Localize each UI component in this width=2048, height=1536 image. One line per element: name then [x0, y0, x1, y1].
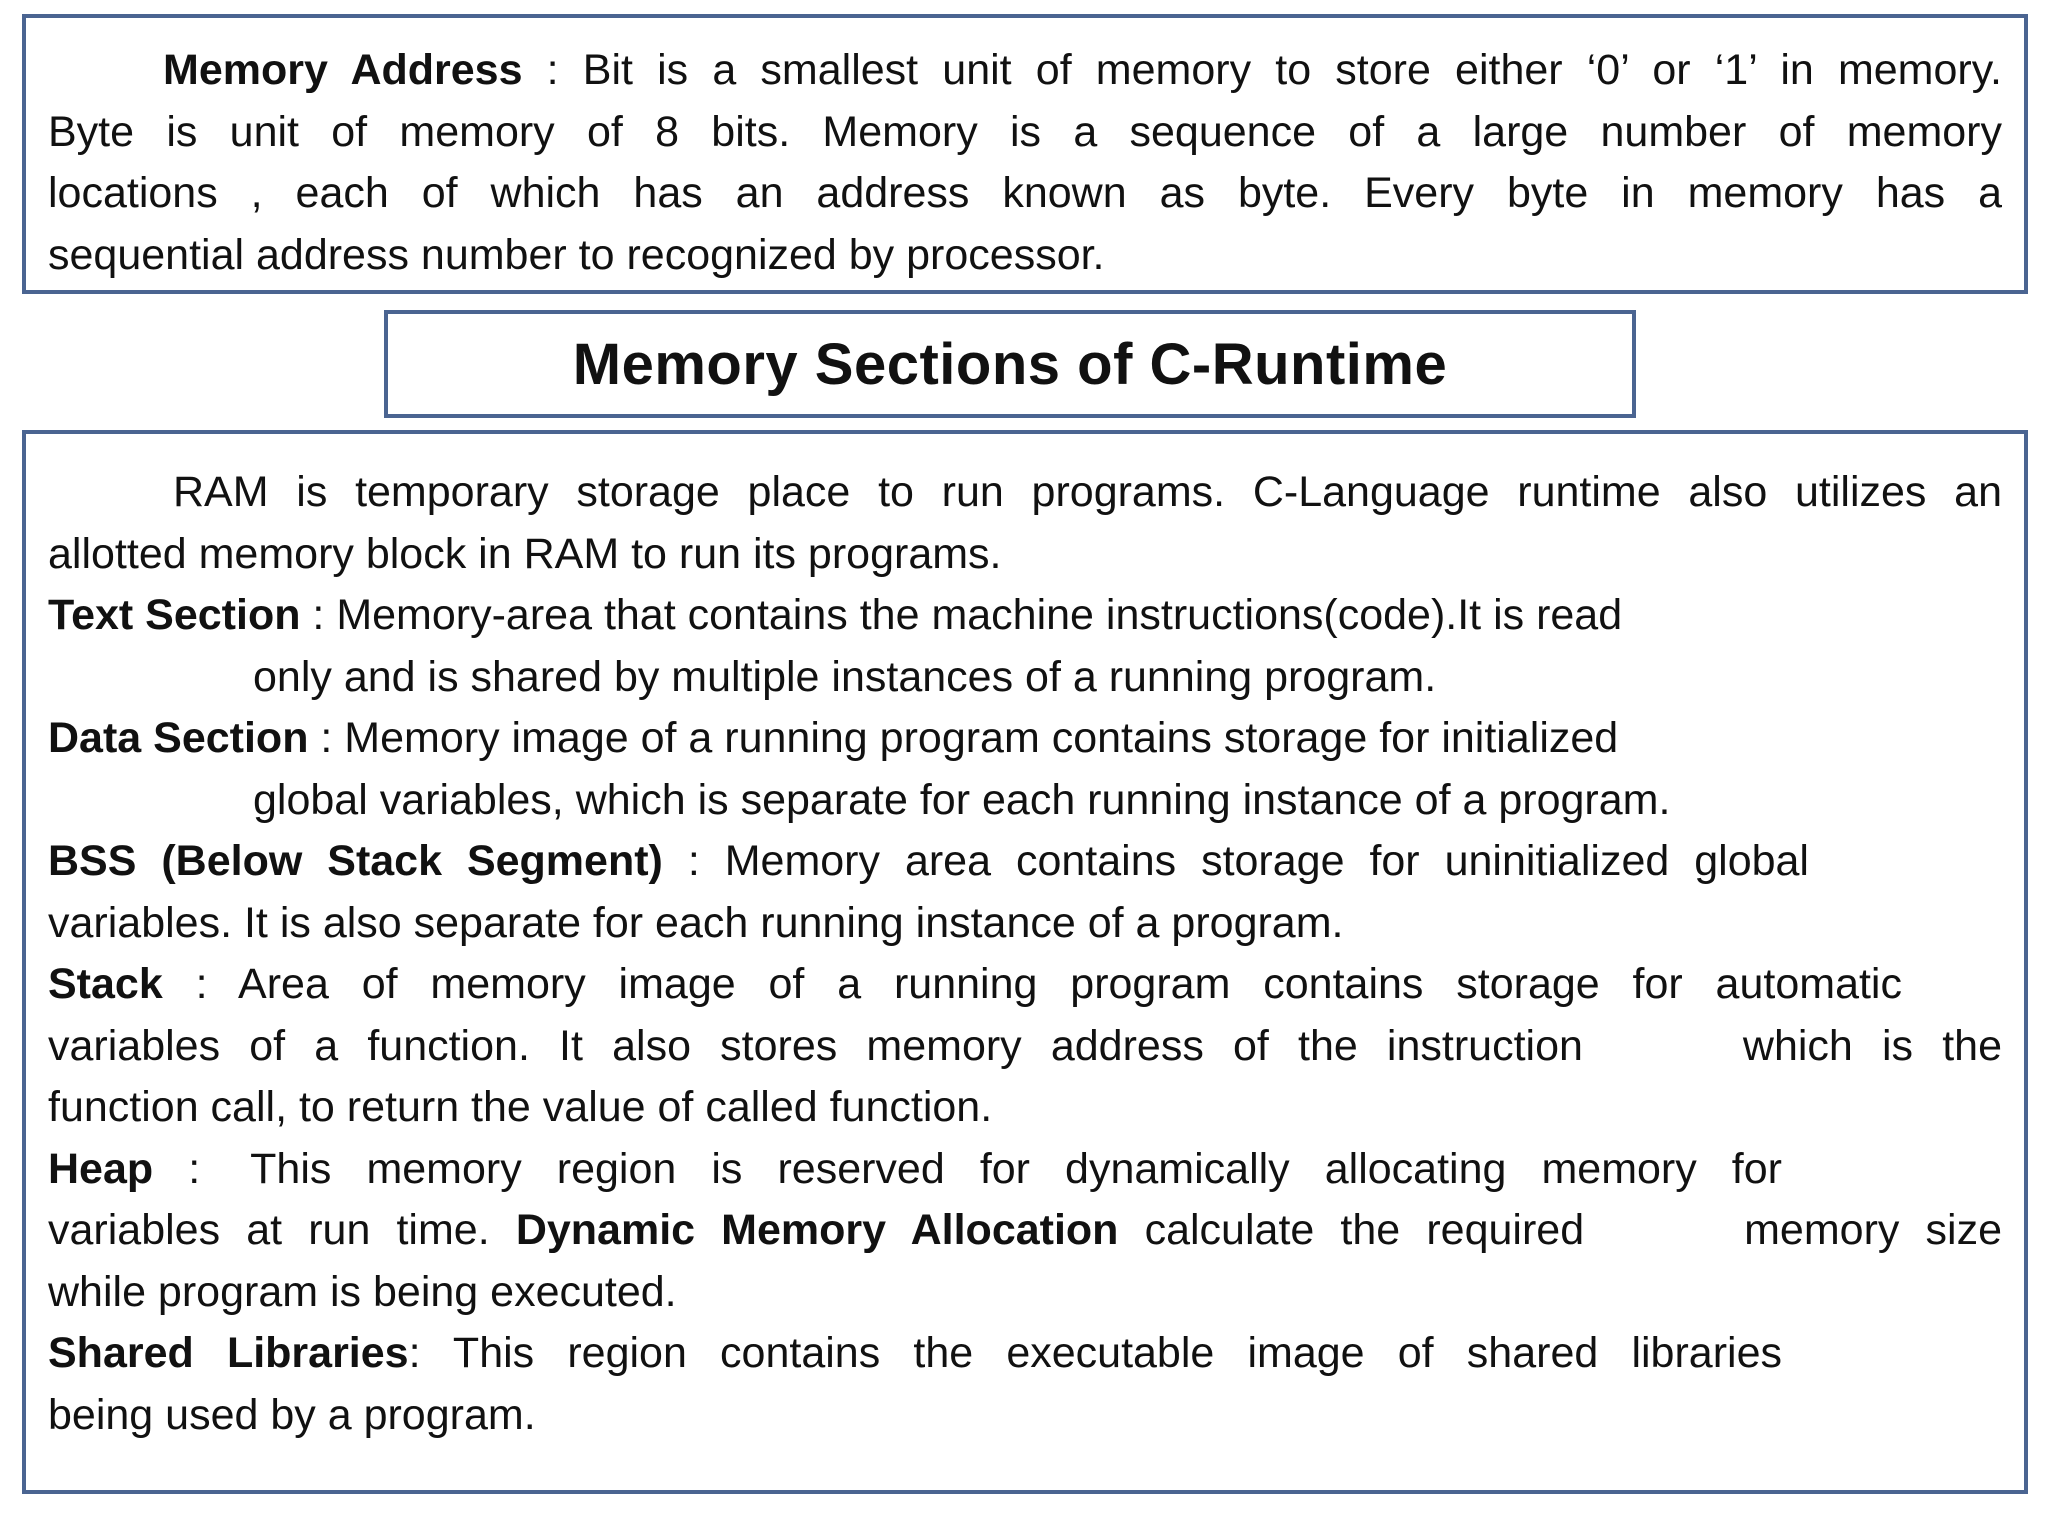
- data-section-line-2: global variables, which is separate for each running instance of a program.: [253, 775, 1671, 824]
- data-section-line-1: Data Section : Memory image of a running program contains storage for initialized: [48, 714, 1619, 762]
- stack-section-line-3: function call, to return the value of called function.: [48, 1083, 993, 1131]
- data-section-term: Data Section: [48, 714, 309, 762]
- memory-address-line-1: Memory Address : Bit is a smallest unit of memory to store either ‘0’ or ‘1’ in memory.: [163, 46, 2002, 94]
- memory-address-line-4: sequential address number to recognized by processor.: [48, 230, 1105, 279]
- stack-section-term: Stack: [48, 960, 163, 1008]
- text-section-line-2: only and is shared by multiple instances of a running program.: [253, 652, 1437, 701]
- heap-section-term: Heap: [48, 1144, 154, 1193]
- heap-section-line-1: Heap : This memory region is reserved for dynamically allocating memory for: [48, 1144, 1782, 1193]
- memory-sections-box: [22, 430, 2028, 1494]
- memory-address-term: Memory Address: [163, 46, 523, 94]
- memory-address-line-3: locations , each of which has an address known as byte. Every byte in memory has a: [48, 169, 2002, 217]
- stack-section-line-1: Stack : Area of memory image of a running program contains storage for automatic: [48, 960, 1902, 1008]
- shared-libraries-line-2: being used by a program.: [48, 1390, 536, 1439]
- bss-section-line-1: BSS (Below Stack Segment) : Memory area contains storage for uninitialized global: [48, 837, 1809, 885]
- stack-section-line-2: variables of a function. It also stores memory address of the instruction which is the: [48, 1021, 2002, 1070]
- text-section-term: Text Section: [48, 591, 301, 639]
- text-section-line-1: Text Section : Memory-area that contains the machine instructions(code).It is read: [48, 591, 1623, 639]
- section-title: Memory Sections of C-Runtime: [572, 331, 1448, 397]
- shared-libraries-term: Shared Libraries: [48, 1329, 409, 1377]
- section-title-box: [384, 310, 1636, 418]
- dynamic-memory-allocation-term: Dynamic Memory Allocation: [515, 1206, 1119, 1254]
- memory-address-box: [22, 14, 2028, 294]
- intro-line-1: RAM is temporary storage place to run programs. C-Language runtime also utilizes an: [173, 468, 2002, 516]
- memory-address-line-2: Byte is unit of memory of 8 bits. Memory is a sequence of a large number of memory: [48, 107, 2002, 156]
- bss-section-line-2: variables. It is also separate for each running instance of a program.: [48, 898, 1344, 947]
- heap-section-line-2: variables at run time. Dynamic Memory Allocation calculate the required memory size: [48, 1206, 2002, 1254]
- bss-section-term: BSS (Below Stack Segment): [48, 837, 663, 885]
- heap-section-line-3: while program is being executed.: [48, 1267, 677, 1316]
- intro-line-2: allotted memory block in RAM to run its programs.: [48, 529, 1002, 578]
- shared-libraries-line-1: Shared Libraries: This region contains the executable image of shared libraries: [48, 1329, 1782, 1377]
